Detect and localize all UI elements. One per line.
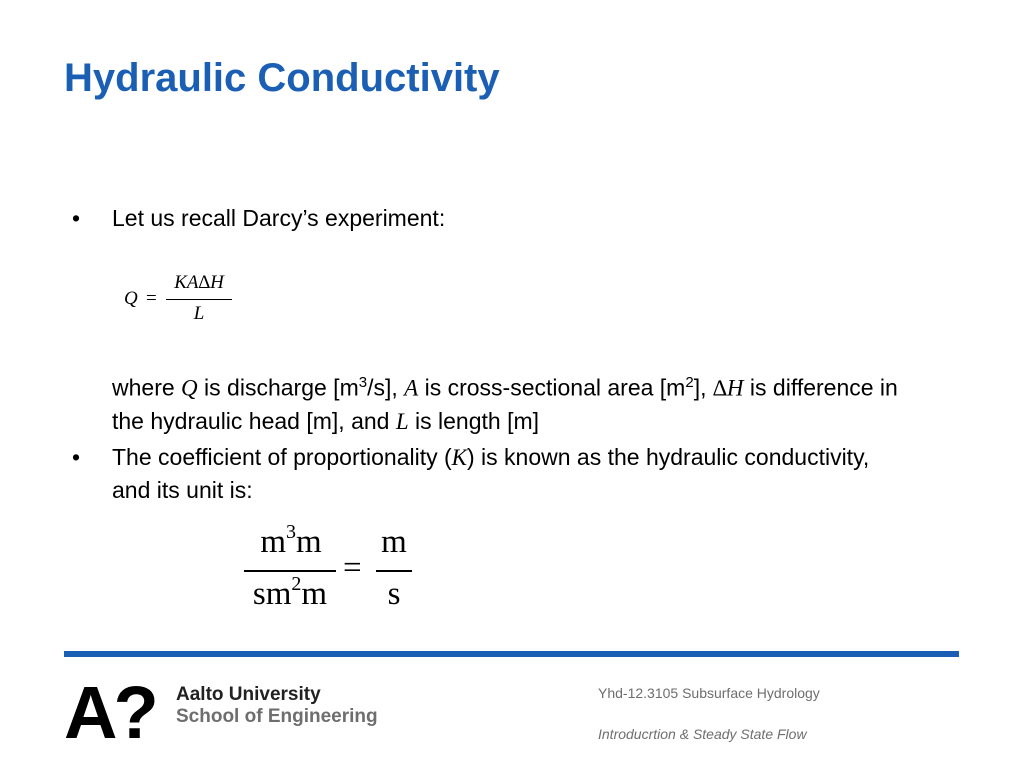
var-delta-h: ∆H bbox=[712, 375, 744, 401]
slide-title: Hydraulic Conductivity bbox=[64, 56, 500, 100]
var-a: A bbox=[404, 375, 419, 401]
text: ], bbox=[693, 374, 713, 401]
superscript: 2 bbox=[291, 573, 302, 595]
footer-divider bbox=[64, 651, 959, 657]
equals-sign: = bbox=[146, 288, 157, 309]
text: is length [m] bbox=[408, 407, 540, 434]
bullet-text: Let us recall Darcy’s experiment: bbox=[112, 205, 446, 231]
result-numerator: m bbox=[381, 524, 407, 560]
lecture-title: Introducrtion & Steady State Flow bbox=[598, 726, 807, 742]
text: m bbox=[296, 524, 322, 560]
text: is discharge [m bbox=[197, 374, 359, 401]
equation-numerator: KA∆H bbox=[174, 272, 224, 293]
bullet-text bbox=[112, 441, 902, 507]
bullet-icon: • bbox=[72, 444, 81, 470]
bullet-icon: • bbox=[72, 205, 81, 231]
unit-numerator bbox=[246, 521, 336, 561]
text: The coefficient of proportionality ( bbox=[112, 444, 452, 470]
result-denominator: s bbox=[387, 576, 401, 612]
var-q: Q bbox=[181, 375, 198, 401]
superscript: 3 bbox=[286, 521, 296, 543]
text: m bbox=[260, 524, 286, 560]
university-name: Aalto University bbox=[176, 684, 321, 705]
unit-denominator bbox=[244, 573, 336, 613]
aalto-logo: A? bbox=[64, 671, 155, 754]
text: /s], bbox=[367, 374, 405, 401]
var-l: L bbox=[395, 408, 409, 434]
text: sm bbox=[252, 576, 292, 612]
fraction-bar bbox=[166, 299, 232, 300]
course-code: Yhd-12.3105 Subsurface Hydrology bbox=[598, 685, 820, 701]
equation-lhs: Q bbox=[124, 288, 138, 309]
text: where bbox=[112, 374, 182, 401]
school-name: School of Engineering bbox=[176, 706, 378, 727]
superscript: 2 bbox=[685, 374, 694, 391]
variable-definitions bbox=[112, 366, 932, 438]
var-k: K bbox=[451, 445, 467, 470]
superscript: 3 bbox=[358, 374, 368, 391]
fraction-bar bbox=[244, 570, 336, 572]
unit-equation bbox=[240, 520, 420, 620]
equation-denominator: L bbox=[193, 303, 205, 324]
text: m bbox=[301, 576, 328, 612]
fraction-bar bbox=[376, 570, 412, 572]
text: is difference in the hydraulic head [m], and bbox=[112, 374, 898, 434]
text: is cross-sectional area [m bbox=[418, 374, 686, 401]
equals-sign: = bbox=[343, 550, 362, 586]
text: ) is known as the hydraulic conductivity, and its unit is: bbox=[112, 444, 870, 503]
